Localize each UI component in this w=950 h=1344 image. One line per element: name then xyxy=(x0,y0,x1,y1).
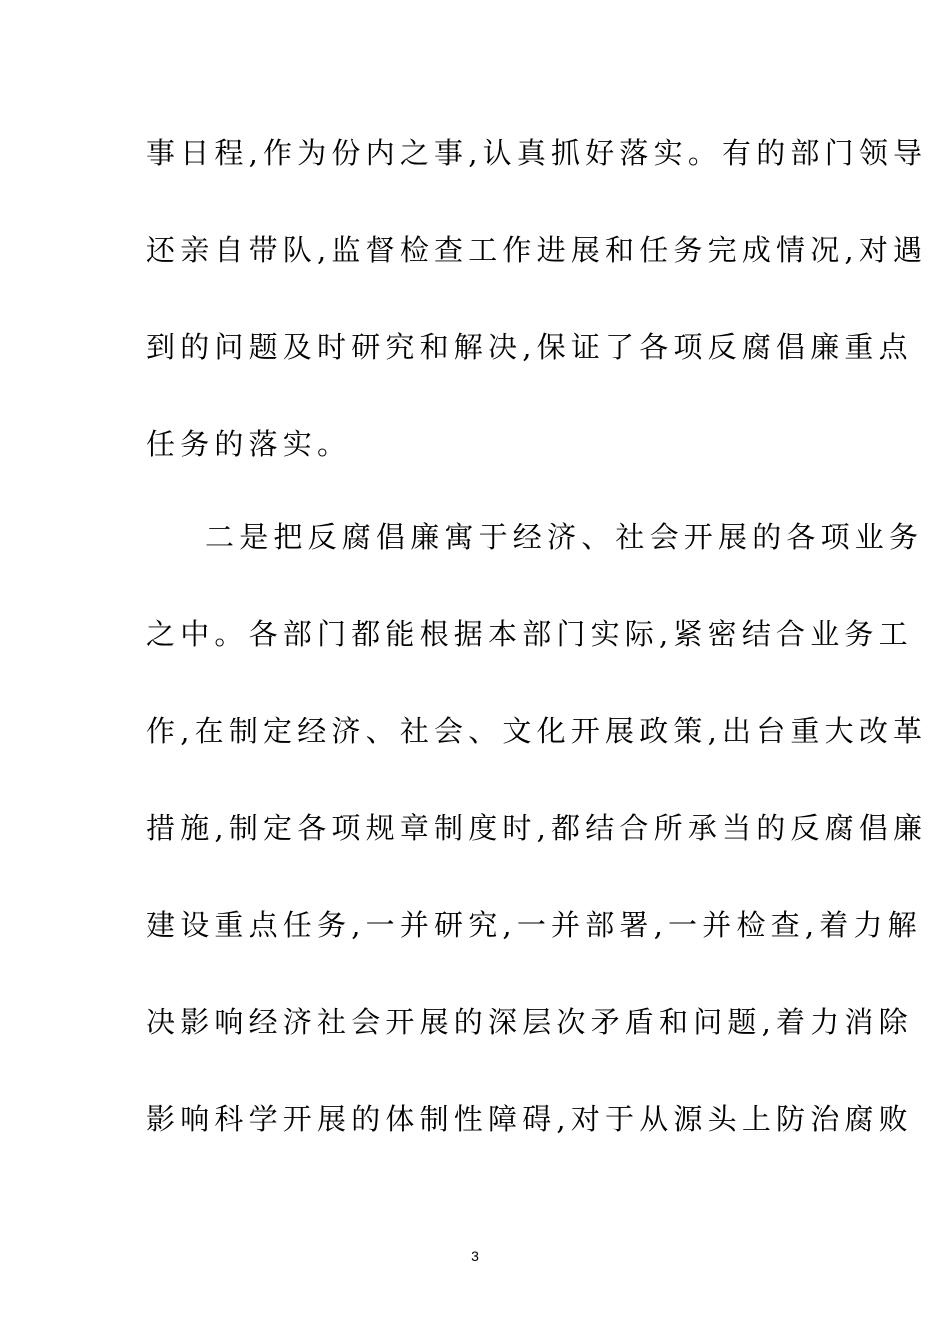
text-line-10: 决影响经济社会开展的深层次矛盾和问题,着力消除 xyxy=(146,1005,913,1039)
text-line-5: 二是把反腐倡廉寓于经济、社会开展的各项业务 xyxy=(205,520,924,554)
text-line-8: 措施,制定各项规章制度时,都结合所承当的反腐倡廉 xyxy=(146,811,928,845)
text-line-7: 作,在制定经济、社会、文化开展政策,出台重大改革 xyxy=(146,714,928,748)
page-number: 3 xyxy=(471,1248,479,1264)
text-line-3: 到的问题及时研究和解决,保证了各项反腐倡廉重点 xyxy=(146,330,913,364)
text-line-4: 任务的落实。 xyxy=(146,427,352,461)
text-line-9: 建设重点任务,一并研究,一并部署,一并检查,着力解 xyxy=(146,908,922,942)
text-line-11: 影响科学开展的体制性障碍,对于从源头上防治腐败 xyxy=(146,1102,913,1136)
text-line-2: 还亲自带队,监督检查工作进展和任务完成情况,对遇 xyxy=(146,233,928,267)
text-line-1: 事日程,作为份内之事,认真抓好落实。有的部门领导 xyxy=(146,136,928,170)
text-line-6: 之中。各部门都能根据本部门实际,紧密结合业务工 xyxy=(146,617,913,651)
